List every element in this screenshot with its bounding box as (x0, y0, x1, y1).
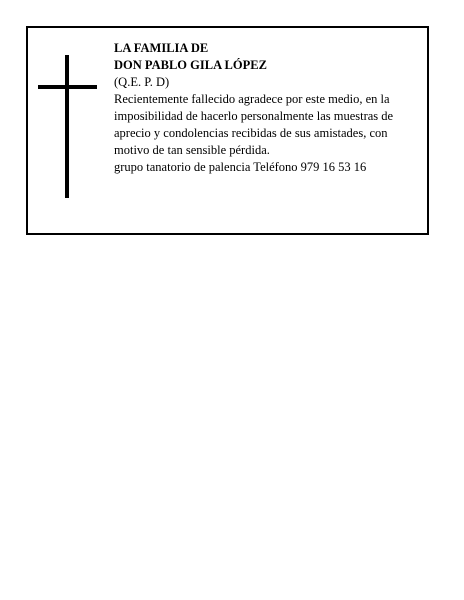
thanks-message: Recientemente fallecido agradece por este medio, en la imposibilidad de hacerlo personalmente las muestras de aprecio y condolencias recibidas de sus amistades, con motivo de tan sensible pérdida. (114, 92, 394, 157)
cross-vertical-bar (65, 55, 69, 198)
deceased-name: DON PABLO GILA LÓPEZ (114, 58, 267, 72)
obituary-notice (26, 26, 429, 235)
funeral-home-contact: grupo tanatorio de palencia Teléfono 979 16 53 16 (114, 160, 367, 174)
cross-icon (28, 28, 29, 29)
cross-horizontal-bar (38, 85, 97, 89)
notice-text (114, 40, 424, 176)
rip-abbreviation: (Q.E. P. D) (114, 75, 170, 89)
family-heading: LA FAMILIA DE (114, 41, 209, 55)
